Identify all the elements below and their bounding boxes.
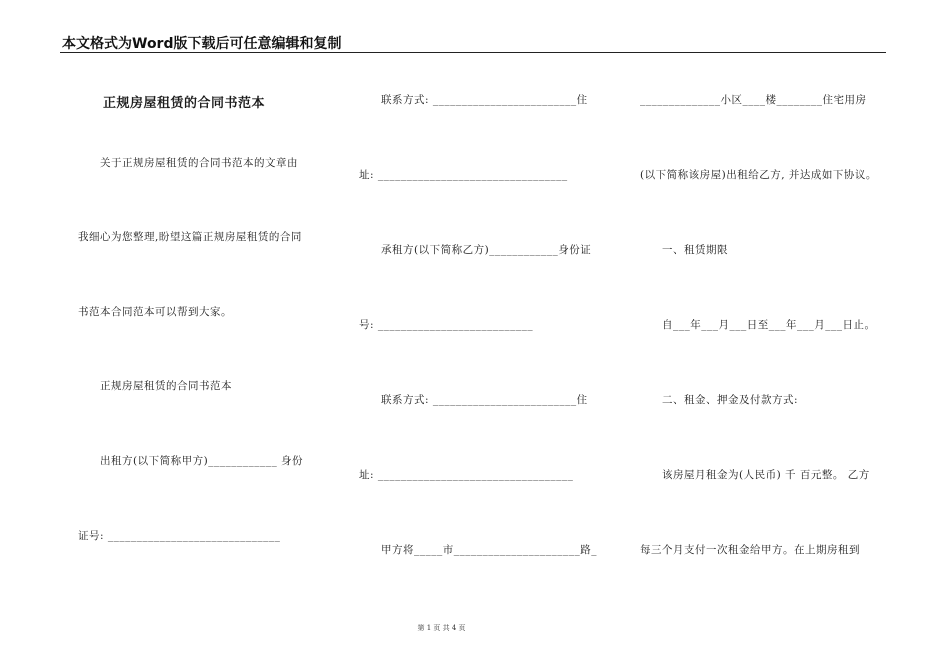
body-line: 我细心为您整理,盼望这篇正规房屋租赁的合同 (78, 231, 302, 243)
body-line: 证号: ______________________________ (78, 530, 281, 542)
body-line: 书范本合同范本可以帮到大家。 (78, 306, 232, 318)
body-line: 出租方(以下简称甲方)____________ 身份 (100, 455, 304, 467)
section-heading: 正规房屋租赁的合同书范本 (100, 380, 232, 392)
body-line: 关于正规房屋租赁的合同书范本的文章由 (100, 157, 298, 169)
body-line: 自___年___月___日至___年___月___日止。 (662, 319, 876, 331)
body-line: 址: __________________________________ (359, 469, 574, 481)
body-line: 甲方将_____市______________________路_ (381, 544, 597, 556)
body-line: 每三个月支付一次租金给甲方。在上期房租到 (640, 544, 860, 556)
body-line: ______________小区____楼________住宅用房 (640, 94, 867, 106)
document-header: 本文格式为Word版下载后可任意编辑和复制 (62, 36, 342, 52)
body-line: 联系方式: _________________________住 (381, 94, 588, 106)
header-divider (60, 52, 886, 53)
body-line: 承租方(以下简称乙方)____________身份证 (381, 244, 592, 256)
body-line: 号: ___________________________ (359, 319, 534, 331)
section-heading: 一、租赁期限 (662, 244, 728, 256)
section-heading: 二、租金、押金及付款方式: (662, 394, 799, 406)
document-title: 正规房屋租赁的合同书范本 (103, 96, 266, 111)
page-number: 第 1 页 共 4 页 (417, 624, 466, 632)
body-line: 址: _________________________________ (359, 169, 568, 181)
body-line: (以下简称该房屋)出租给乙方, 并达成如下协议。 (640, 169, 877, 181)
body-line: 联系方式: _________________________住 (381, 394, 588, 406)
body-line: 该房屋月租金为(人民币) 千 百元整。 乙方 (662, 469, 870, 481)
